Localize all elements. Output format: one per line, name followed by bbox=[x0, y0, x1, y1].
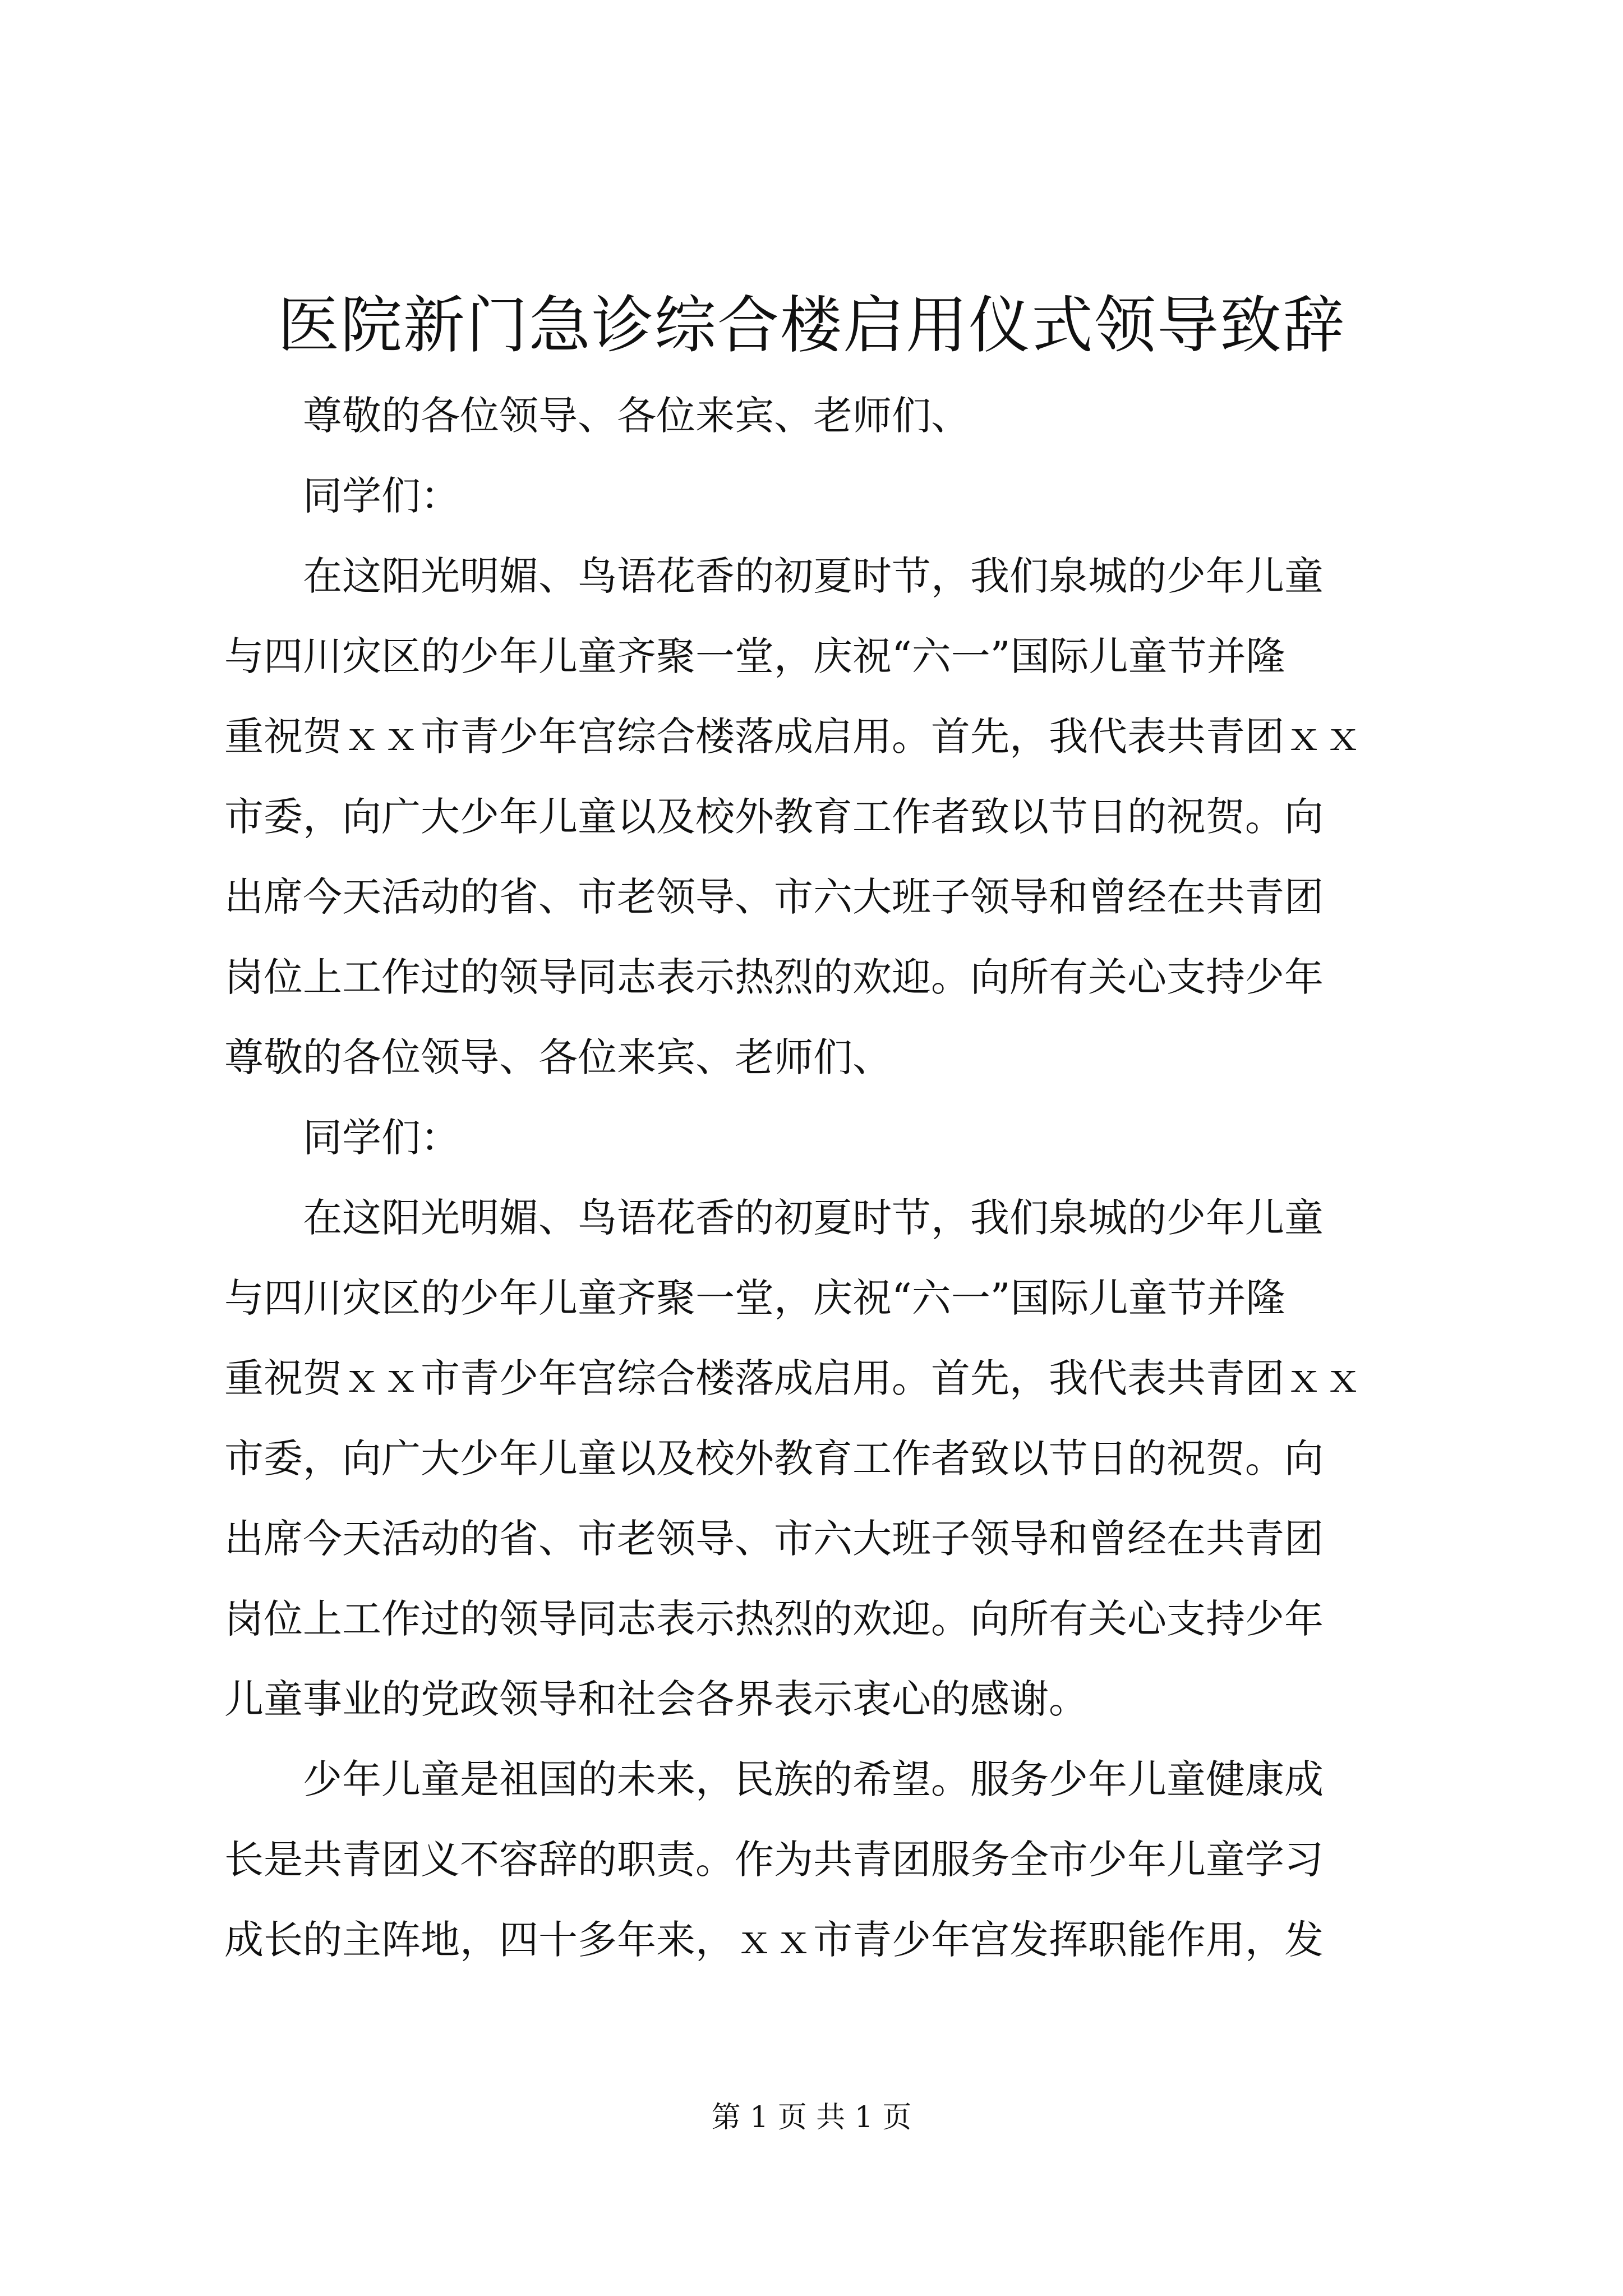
body-line: 市委，向广大少年儿童以及校外教育工作者致以节日的祝贺。向 bbox=[224, 1435, 1324, 1481]
body-line: 岗位上工作过的领导同志表示热烈的欢迎。向所有关心支持少年 bbox=[224, 1596, 1324, 1642]
body-line: 重祝贺ｘｘ市青少年宫综合楼落成启用。首先，我代表共青团ｘｘ bbox=[224, 1355, 1363, 1401]
body-line: 与四川灾区的少年儿童齐聚一堂，庆祝“六一”国际儿童节并隆 bbox=[224, 633, 1285, 679]
body-line: 在这阳光明媚、鸟语花香的初夏时节，我们泉城的少年儿童 bbox=[303, 553, 1324, 599]
body-line: 与四川灾区的少年儿童齐聚一堂，庆祝“六一”国际儿童节并隆 bbox=[224, 1275, 1285, 1321]
body-line: 同学们： bbox=[303, 473, 460, 519]
body-line: 出席今天活动的省、市老领导、市六大班子领导和曾经在共青团 bbox=[224, 1516, 1324, 1562]
body-line: 少年儿童是祖国的未来，民族的希望。服务少年儿童健康成 bbox=[303, 1756, 1324, 1802]
body-line: 同学们： bbox=[303, 1115, 460, 1161]
body-line: 尊敬的各位领导、各位来宾、老师们、 bbox=[303, 393, 970, 439]
body-line: 尊敬的各位领导、各位来宾、老师们、 bbox=[224, 1034, 892, 1080]
body-line: 儿童事业的党政领导和社会各界表示衷心的感谢。 bbox=[224, 1676, 1088, 1722]
body-line: 重祝贺ｘｘ市青少年宫综合楼落成启用。首先，我代表共青团ｘｘ bbox=[224, 714, 1363, 760]
document-body bbox=[224, 376, 1416, 1980]
body-line: 长是共青团义不容辞的职责。作为共青团服务全市少年儿童学习 bbox=[224, 1837, 1324, 1883]
body-line: 岗位上工作过的领导同志表示热烈的欢迎。向所有关心支持少年 bbox=[224, 954, 1324, 1000]
body-line: 出席今天活动的省、市老领导、市六大班子领导和曾经在共青团 bbox=[224, 874, 1324, 920]
body-line: 在这阳光明媚、鸟语花香的初夏时节，我们泉城的少年儿童 bbox=[303, 1195, 1324, 1241]
page-footer: 第 1 页 共 1 页 bbox=[711, 2101, 912, 2134]
document-title: 医院新门急诊综合楼启用仪式领导致辞 bbox=[278, 289, 1345, 361]
body-line: 市委，向广大少年儿童以及校外教育工作者致以节日的祝贺。向 bbox=[224, 794, 1324, 840]
body-line: 成长的主阵地，四十多年来，ｘｘ市青少年宫发挥职能作用，发 bbox=[224, 1917, 1324, 1963]
